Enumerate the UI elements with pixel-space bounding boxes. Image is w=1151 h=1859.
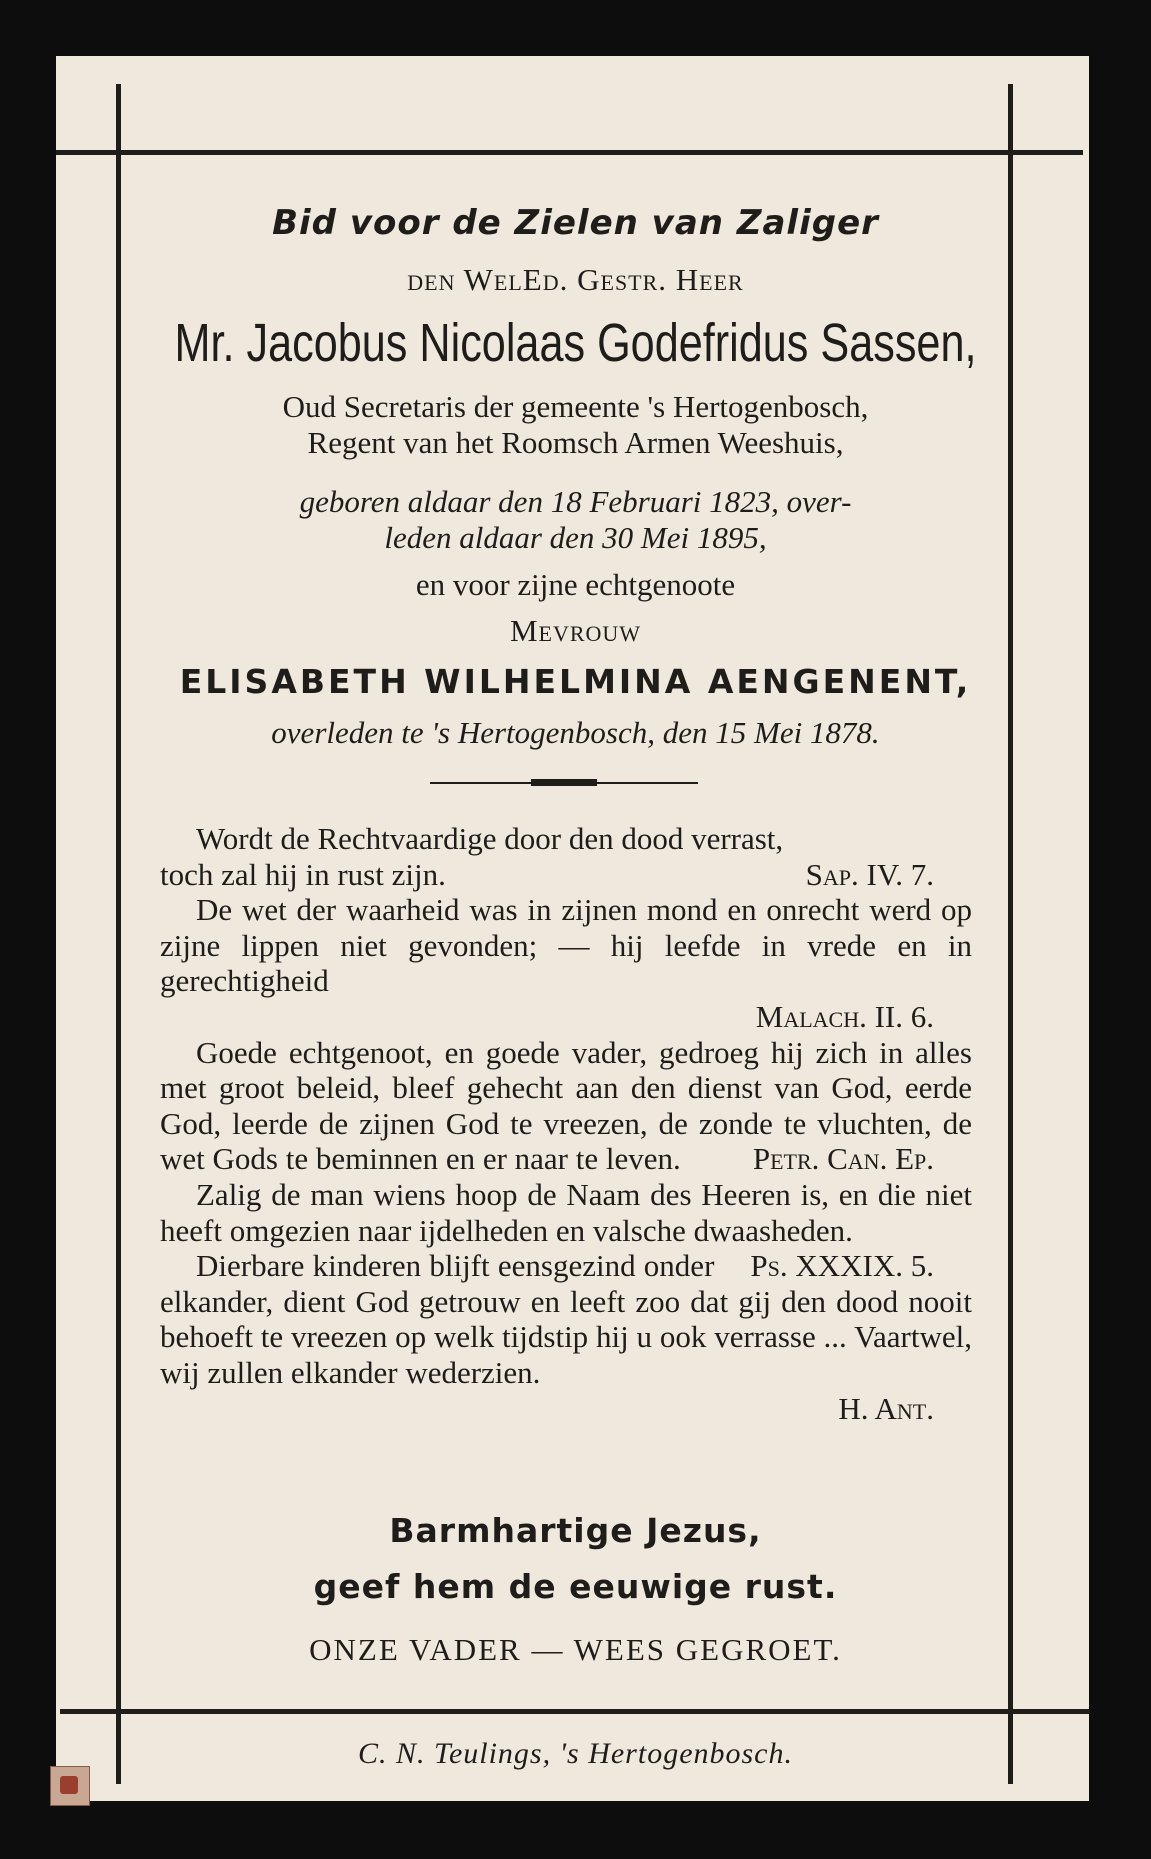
closing-line-2: geef hem de eeuwige rust. [313,1567,838,1606]
spouse-death-date: overleden te 's Hertogenbosch, den 15 Mei 1878. [271,715,880,750]
printer-credit: C. N. Teulings, 's Hertogenbosch. [358,1737,793,1770]
deceased-name: Mr. Jacobus Nicolaas Godefridus Sassen, [174,313,977,373]
verse-1-reference: Sap. IV. 7. [805,856,934,892]
spouse-honorific: Mevrouw [509,613,642,648]
closing-line-1: Barmhartige Jezus, [389,1511,762,1550]
verse-3-reference: Petr. Can. Ep. [752,1141,934,1177]
verse-3 [160,1035,972,1177]
spouse-name: ELISABETH WILHELMINA AENGENENT, [179,662,972,701]
birth-death-line-2: leden aldaar den 30 Mei 1895, [384,520,767,555]
verse-3-text: Goede echtgenoot, en goede vader, gedroeg hij zich in alles met groot beleid, bleef gehecht aan den dienst van God, eerde God, leerde de zijnen God te vreezen, de zonde te vluchten, de wet Gods te beminnen en er naar te leven. [160,1034,972,1177]
verse-5: Dierbare kinderen blijft eensgezind onder elkander, dient God getrouw en leeft zoo dat gij den dood nooit behoeft te vreezen op welk tijdstip hij u ook verrasse ... Vaartwel, wij zullen elkander wederzien. [160,1248,972,1390]
verse-1b: toch zal hij in rust zijn. [160,856,446,892]
scripture-text [160,821,972,1426]
honorific: den WelEd. Gestr. Heer [407,262,744,297]
verse-4-reference: Ps. XXXIX. 5. [750,1248,934,1284]
birth-death-line-1: geboren aldaar den 18 Februari 1823, over- [299,484,852,519]
verse-1a: Wordt de Rechtvaardige door den dood verrast, [196,821,784,856]
verse-2-reference: Malach. II. 6. [755,998,934,1034]
verse-1b-line [160,857,972,893]
verse-5-reference: H. Ant. [838,1390,934,1426]
frame-bottom-line [60,1709,1090,1714]
verse-2: De wet der waarheid was in zijnen mond en onrecht werd op zijne lippen niet gevonden; — hij leefde in vrede en in gerechtigheid [160,892,972,999]
closing-prayers: ONZE VADER — WEES GEGROET. [309,1632,842,1667]
divider-bold [531,779,597,786]
deceased-title-2: Regent van het Roomsch Armen Weeshuis, [307,425,844,460]
deceased-title-1: Oud Secretaris der gemeente 's Hertogenbosch, [282,389,869,424]
archive-stamp-icon [50,1766,90,1806]
prayer-heading: Bid voor de Zielen van Zaliger [272,203,879,243]
verse-4-text: Zalig de man wiens hoop de Naam des Heeren is, en die niet heeft omgezien naar ijdelheden en valsche dwaasheden. [160,1176,972,1248]
spouse-intro: en voor zijne echtgenoote [415,567,736,602]
frame-top-line [56,150,1083,155]
verse-4 [160,1176,972,1284]
